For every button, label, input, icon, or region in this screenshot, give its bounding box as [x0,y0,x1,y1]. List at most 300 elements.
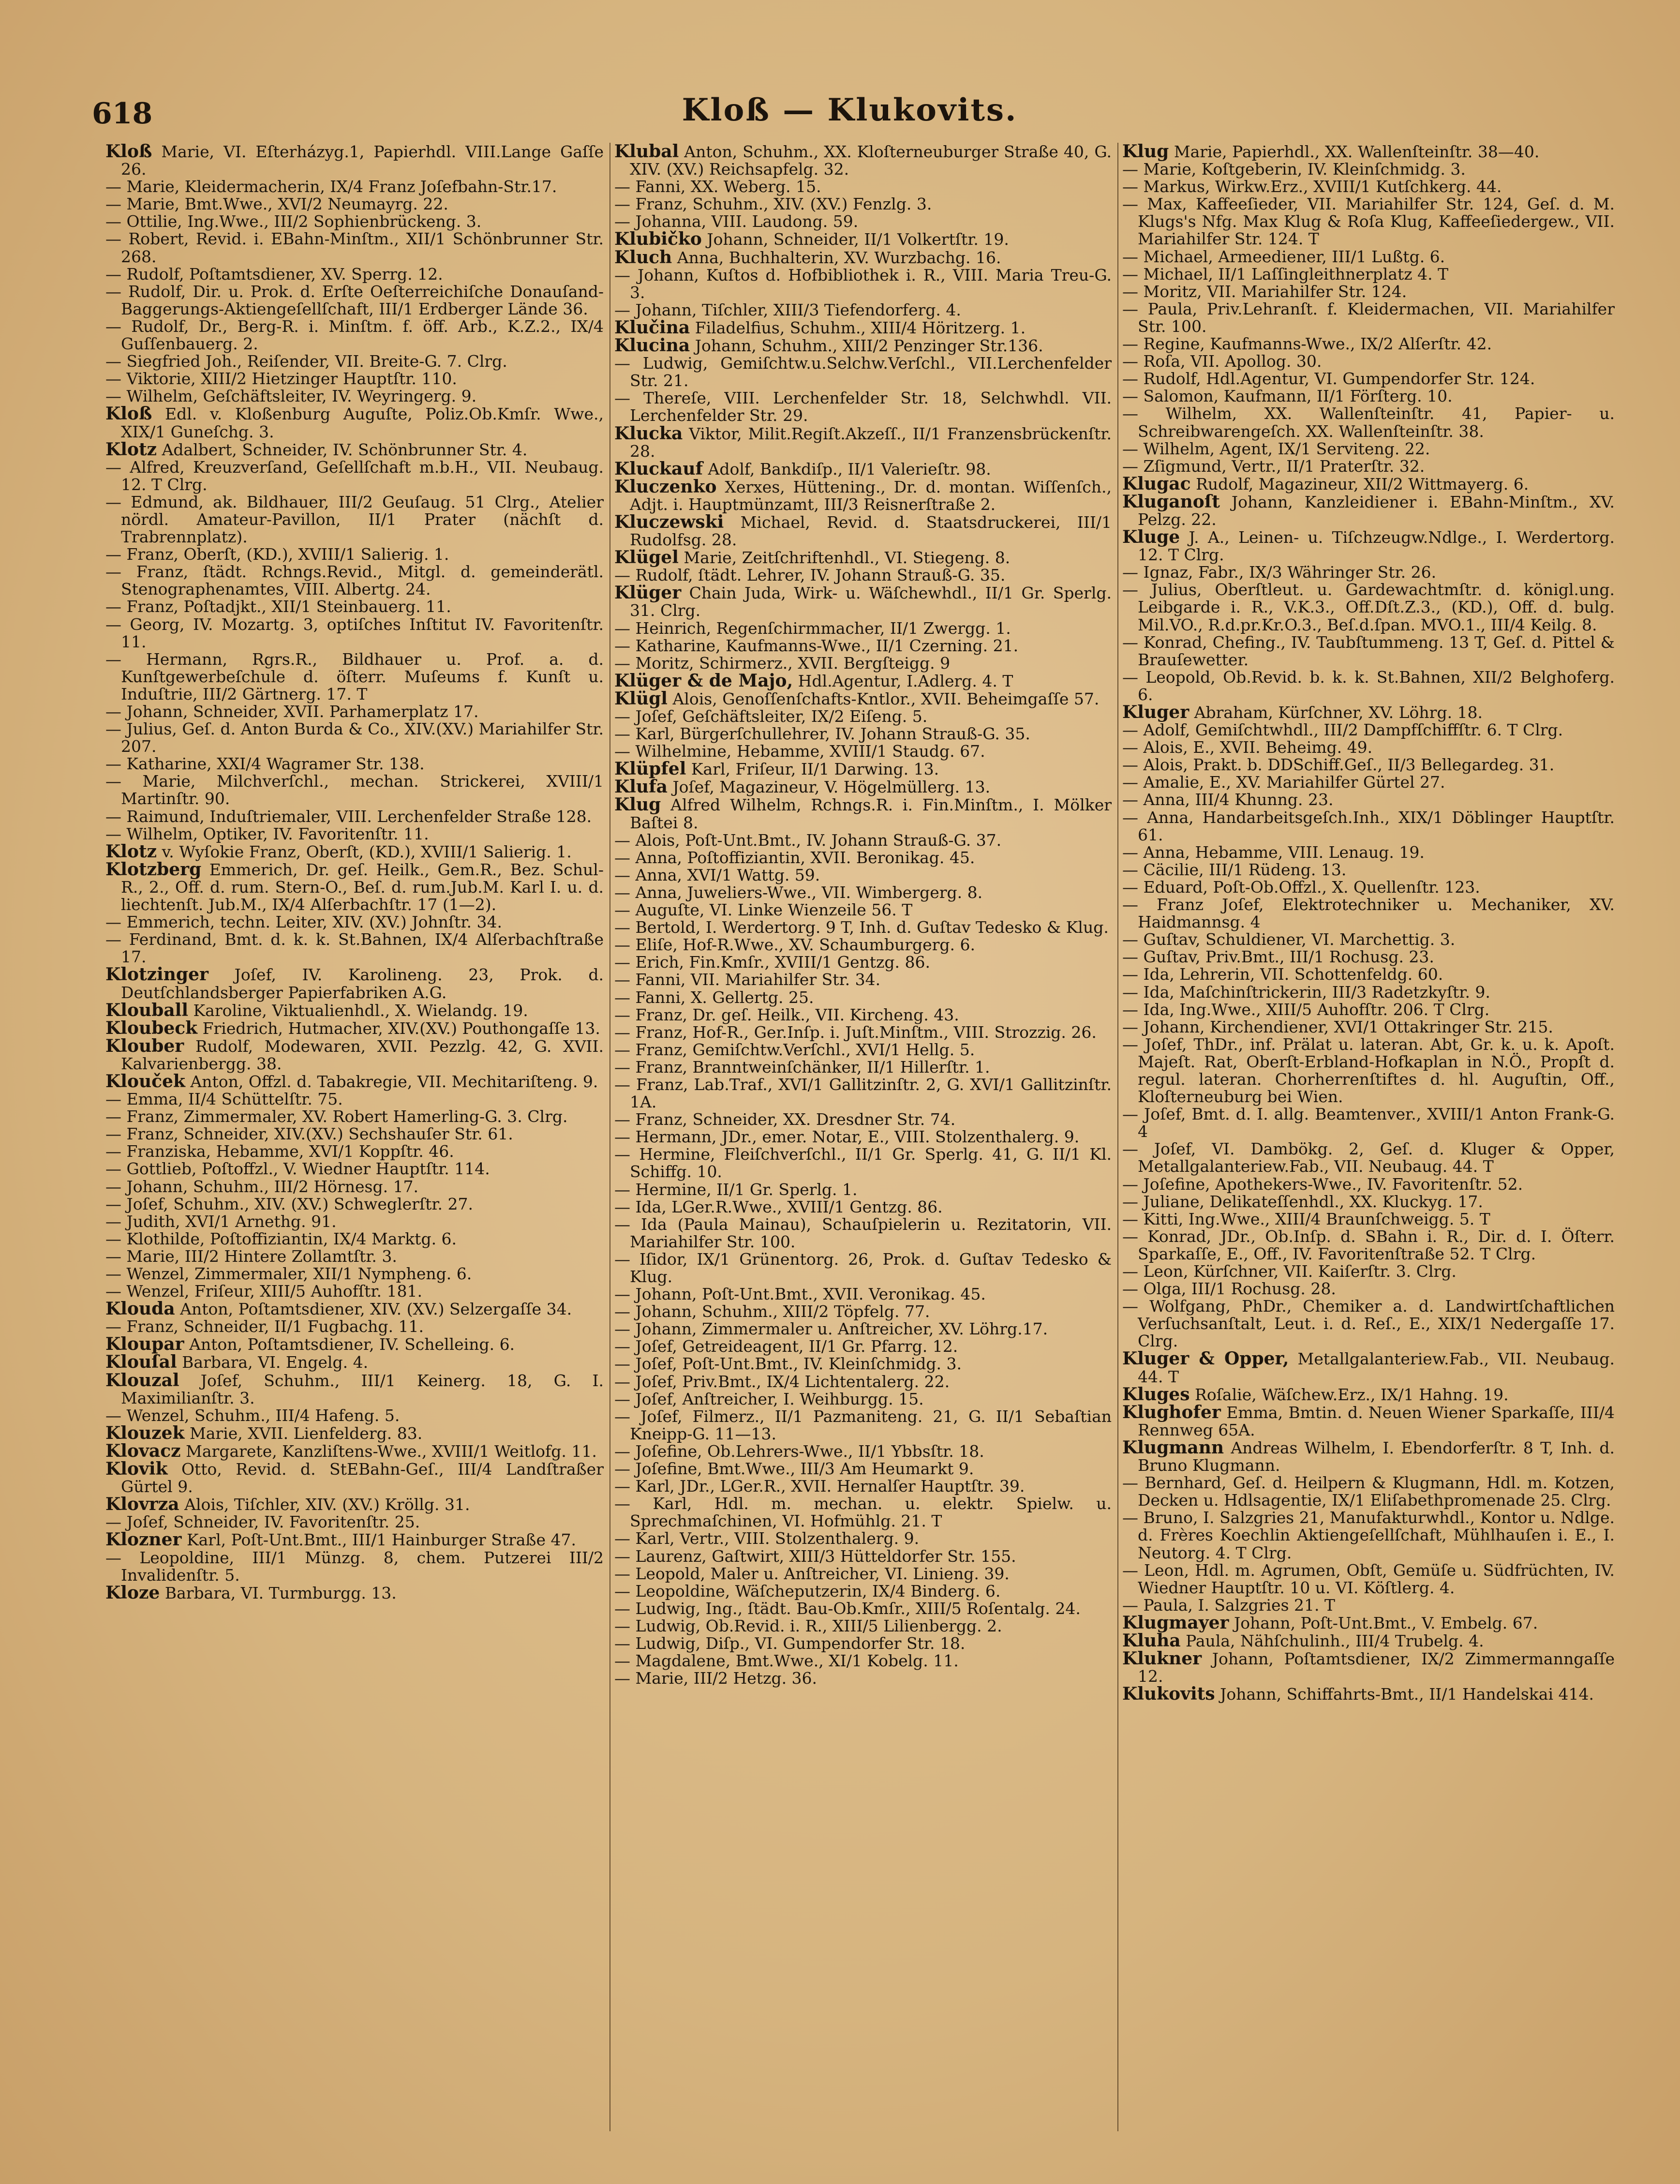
entry-details: — Joſef, VI. Dambökg. 2, Geſ. d. Kluger & Opper, Metallgalanteriew.Fab., VII. Neubaug. 44. T [1122,1139,1615,1176]
directory-entry [1122,1018,1615,1036]
directory-entry [105,178,604,195]
entry-details: — Joſef, Priv.Bmt., IX/4 Lichtentalerg. 22. [614,1372,950,1391]
directory-entry [105,1460,604,1496]
directory-entry [614,1320,1112,1338]
directory-entry [614,637,1112,655]
directory-entry [1122,1228,1615,1263]
directory-entry [614,760,1112,778]
entry-surname: Klufa [614,777,668,797]
directory-entry [614,971,1112,988]
entry-details: — Wilhelm, XX. Wallenſteinſtr. 41, Papier- u. Schreibwarengeſch. XX. Wallenſteinſtr. 38. [1122,404,1615,441]
entry-details: — Johann, Poſt-Unt.Bmt., XVII. Veronikag. 45. [614,1285,986,1304]
entry-details: — Anna, Handarbeitsgeſch.Inh., XIX/1 Döblinger Hauptſtr. 61. [1122,808,1615,844]
directory-entry [105,1442,604,1460]
entry-details: — Rudolf, Hdl.Agentur, VI. Gumpendorfer Str. 124. [1122,369,1535,389]
entry-details: — Anna, Poſtoffiziantin, XVII. Beronikag. 45. [614,848,975,867]
entry-details: — Amalie, E., XV. Mariahilfer Gürtel 27. [1122,773,1445,792]
directory-entry [614,1198,1112,1216]
directory-entry [614,1024,1112,1041]
entry-surname: Klouda [105,1299,175,1319]
directory-entry [1122,440,1615,458]
directory-entry [1122,879,1615,896]
entry-details: — Franz, Branntweinſchänker, II/1 Hillerſtr. 1. [614,1057,990,1077]
entry-details: — Siegfried Joh., Reiſender, VII. Breite-G. 7. Clrg. [105,352,507,371]
directory-entry [1122,581,1615,633]
directory-entry [614,178,1112,195]
entry-surname: Klughofer [1122,1402,1221,1422]
directory-entry [614,195,1112,213]
entry-details: — Fanni, XX. Weberg. 15. [614,177,821,196]
entry-details: — Karl, Bürgerſchullehrer, IV. Johann Strauß-G. 35. [614,724,1030,744]
directory-entry [614,249,1112,267]
entry-details: Emma, Bmtin. d. Neuen Wiener Sparkaſſe, III/4 Rennweg 65A. [1138,1403,1615,1439]
entry-surname: Kloß [105,404,152,424]
entry-details: — Johann, Kuſtos d. Hofbibliothek i. R., VIII. Maria Treu-G. 3. [614,265,1112,302]
entry-details: — Ludwig, Ing., ſtädt. Bau-Ob.Kmſr., XIII/5 Roſentalg. 24. [614,1599,1081,1618]
directory-entry [614,567,1112,584]
directory-entry [105,370,604,388]
directory-entry [105,1125,604,1143]
entry-details: — Joſefine, Ob.Lehrers-Wwe., II/1 Ybbsſtr. 18. [614,1441,984,1461]
entry-details: Anton, Poſtamtsdiener, XIV. (XV.) Selzergaſſe 34. [180,1300,572,1319]
directory-entry [105,230,604,265]
directory-entry [105,1248,604,1265]
entry-surname: Klukovits [1122,1684,1215,1705]
entry-surname: Kloze [105,1582,160,1603]
directory-entry [105,1424,604,1442]
directory-entry [1122,896,1615,931]
entry-details: — Ludwig, Gemiſchtw.u.Selchw.Verſchl., VII.Lerchenfelder Str. 21. [614,354,1112,390]
entry-details: — Thereſe, VIII. Lerchenfelder Str. 18, Selchwhdl. VII. Lerchenfelder Str. 29. [614,389,1112,425]
directory-entry [614,655,1112,672]
entry-details: — Leon, Kürſchner, VII. Kaiſerſtr. 3. Clrg. [1122,1262,1457,1281]
directory-entry [614,1408,1112,1443]
entry-details: — Michael, II/1 Laſſingleithnerplatz 4. T [1122,264,1449,284]
directory-entry [1122,1298,1615,1350]
directory-entry [614,1495,1112,1530]
entry-surname: Klotzinger [105,964,208,985]
entry-details: — Raimund, Induſtriemaler, VIII. Lerchenfelder Straße 128. [105,807,592,826]
entry-details: — Franziska, Hebamme, XVI/1 Koppſtr. 46. [105,1142,454,1161]
entry-details: — Max, Kaffeeſieder, VII. Mariahilfer Str. 124, Geſ. d. M. Klugs's Nfg. Max Klug & Roſa Klug, Kaffeeſiedergew., VII. Mariahilfer Str. 124. T [1122,194,1615,249]
entry-details: J. A., Leinen- u. Tiſchzeugw.Ndlge., I. Werdertorg. 12. T Clrg. [1138,528,1615,565]
entry-details: — Wenzel, Friſeur, XIII/5 Auhofſtr. 181. [105,1282,423,1301]
entry-details: — Marie, Koſtgeberin, IV. Kleinſchmidg. 3. [1122,160,1466,179]
directory-entry [1122,721,1615,739]
directory-entry [614,549,1112,567]
entry-details: — Katharine, XXI/4 Wagramer Str. 138. [105,754,425,774]
entry-details: — Franz, Dr. geſ. Heilk., VII. Kircheng. 43. [614,1005,959,1024]
directory-entry [105,1002,604,1019]
entry-details: Rudolf, Modewaren, XVII. Pezzlg. 42, G. XVII. Kalvarienbergg. 38. [121,1036,604,1073]
entry-details: Margarete, Kanzliſtens-Wwe., XVIII/1 Weitlofg. 11. [186,1441,597,1461]
entry-details: — Joſef, Getreideagent, II/1 Gr. Pfarrg. 12. [614,1337,958,1356]
directory-entry [105,1496,604,1513]
entry-details: — Joſef, Schuhm., XIV. (XV.) Schweglerſtr. 27. [105,1194,473,1213]
directory-entry [614,1303,1112,1320]
entry-details: — Joſef, ThDr., inf. Prälat u. lateran. Abt, Gr. k. u. k. Apoſt. Majeſt. Rat, Oberſt-Erbland-Hofkaplan in N.Ö., Propſt d. regul. lateran. Chorherrenſtiftes d. hl. Auguſtin, Off., Kloſterneuburg bei Wien. [1122,1034,1615,1107]
directory-entry [1122,1386,1615,1404]
directory-entry [1122,564,1615,581]
page-header [92,82,1607,135]
directory-entry [105,213,604,230]
directory-entry [614,230,1112,248]
entry-details: — Wilhelm, Optiker, IV. Favoritenſtr. 11. [105,824,429,843]
entry-details: v. Wyſokie Franz, Oberſt, (KD.), XVIII/1 Salierig. 1. [162,842,572,861]
entry-details: — Zſigmund, Vertr., II/1 Praterſtr. 32. [1122,456,1425,476]
entry-details: — Robert, Revid. i. EBahn-Minſtm., XII/1 Schönbrunner Str. 268. [105,229,604,266]
entry-details: — Franz, Hof-R., Ger.Inſp. i. Juſt.Minſtm., VIII. Strozzig. 26. [614,1022,1097,1042]
directory-entry [1122,475,1615,493]
entry-surname: Klouber [105,1035,184,1056]
entry-surname: Klovrza [105,1494,179,1515]
entry-details: — Hermine, Fleiſchverſchl., II/1 Gr. Sperlg. 41, G. II/1 Kl. Schiffg. 10. [614,1145,1112,1182]
entry-details: — Adolf, Gemiſchtwhdl., III/2 Dampfſchiffſtr. 6. T Clrg. [1122,720,1563,740]
entry-surname: Klouzal [105,1370,179,1391]
directory-entry [1122,1193,1615,1211]
entry-details: — Ludwig, Ob.Revid. i. R., XIII/5 Lilienbergg. 2. [614,1616,1002,1635]
directory-entry [1122,458,1615,475]
directory-entry [1122,388,1615,405]
directory-entry [1122,283,1615,300]
entry-details: Filadelfius, Schuhm., XIII/4 Höritzerg. 1. [695,318,1026,337]
entry-details: — Roſa, VII. Apollog. 30. [1122,352,1322,371]
directory-entry [614,1076,1112,1111]
directory-entry [105,1108,604,1125]
directory-entry [105,843,604,861]
entry-details: Alois, Genoſſenſchafts-Kntlor., XVII. Beheimgaſſe 57. [672,689,1100,708]
entry-details: — Olga, III/1 Rochusg. 28. [1122,1279,1336,1299]
entry-details: Alois, Tiſchler, XIV. (XV.) Kröllg. 31. [184,1495,470,1514]
directory-entry [1122,1509,1615,1561]
running-title: Kloß — Klukovits. [682,92,1018,128]
directory-entry [1122,370,1615,388]
directory-entry [105,441,604,459]
directory-entry [1122,1106,1615,1140]
entry-details: Karoline, Viktualienhdl., X. Wielandg. 19. [193,1001,528,1020]
entry-details: — Franz, Schneider, XX. Dresdner Str. 74. [614,1110,956,1129]
entry-surname: Klotzberg [105,859,202,880]
directory-entry [614,478,1112,513]
entry-surname: Klucka [614,423,683,444]
entry-details: — Johann, Schuhm., III/2 Hörnesg. 17. [105,1177,419,1196]
directory-entry [1122,756,1615,774]
directory-entry [105,1073,604,1091]
entry-details: Joſef, Magazineur, V. Högelmüllerg. 13. [672,778,991,797]
entry-details: Andreas Wilhelm, I. Ebendorferſtr. 8 T, Inh. d. Bruno Klugmann. [1138,1438,1615,1475]
column-right [1117,143,1621,2131]
directory-entry [105,1037,604,1073]
directory-entry [1122,984,1615,1001]
entry-details: — Kitti, Ing.Wwe., XIII/4 Braunſchweigg. 5. T [1122,1209,1490,1228]
directory-entry [1122,1350,1615,1385]
entry-details: — Ida (Paula Mainau), Schauſpielerin u. Rezitatorin, VII. Mariahilfer Str. 100. [614,1214,1112,1251]
directory-entry [1122,528,1615,564]
entry-details: — Ottilie, Ing.Wwe., III/2 Sophienbrückeng. 3. [105,212,482,231]
directory-entry [614,213,1112,230]
directory-entry [105,1265,604,1283]
directory-entry [1122,405,1615,440]
entry-surname: Klüpfel [614,759,686,779]
entry-details: Roſalie, Wäſchew.Erz., IX/1 Hahng. 19. [1194,1385,1509,1404]
directory-entry [614,1251,1112,1286]
directory-entry [1122,1404,1615,1439]
directory-entry [1122,1632,1615,1650]
entry-details: — Marie, III/2 Hintere Zollamtſtr. 3. [105,1246,397,1266]
directory-entry [1122,335,1615,353]
entry-surname: Kluha [1122,1630,1181,1651]
directory-entry [1122,1001,1615,1018]
directory-entry [614,954,1112,971]
entry-details: Anton, Schuhm., XX. Kloſterneuburger Straße 40, G. XIV. (XV.) Reichsapfelg. 32. [630,143,1112,179]
directory-entry [614,1128,1112,1146]
directory-entry [105,388,604,405]
directory-entry [614,1216,1112,1251]
directory-entry [1122,1597,1615,1614]
entry-details: Adalbert, Schneider, IV. Schönbrunner Str. 4. [162,440,528,459]
directory-entry [105,353,604,370]
entry-details: — Hermann, JDr., emer. Notar, E., VIII. Stolzenthalerg. 9. [614,1127,1080,1147]
entry-details: Joſef, IV. Karolineng. 23, Prok. d. Deutſchlandsberger Papierfabriken A.G. [121,965,604,1002]
entry-details: — Hermann, Rgrs.R., Bildhauer u. Prof. a. d. Kunſtgewerbeſchule d. öſterr. Muſeums f. Kunſt u. Induſtrie, III/2 Gärtnerg. 17. T [105,649,604,703]
entry-details: — Iſidor, IX/1 Grünentorg. 26, Prok. d. Guſtav Tedesko & Klug. [614,1249,1112,1286]
page-number: 618 [92,97,153,131]
entry-surname: Kluganoſt [1122,491,1220,512]
column-middle [610,143,1117,2131]
entry-surname: Klotz [105,439,157,460]
entry-details: — Johann, Tiſchler, XIII/3 Tiefendorferg. 4. [614,300,961,319]
entry-details: — Emmerich, techn. Leiter, XIV. (XV.) Johnſtr. 34. [105,912,502,932]
entry-details: Johann, Poſtamtsdiener, IX/2 Zimmermanngaſſe 12. [1138,1649,1615,1686]
entry-surname: Kluch [614,247,672,268]
directory-entry [105,913,604,931]
directory-entry [614,919,1112,936]
directory-entry [1122,1439,1615,1474]
directory-entry [105,405,604,440]
directory-entry [1122,1176,1615,1193]
entry-details: — Julius, Geſ. d. Anton Burda & Co., XIV.(XV.) Mariahilfer Str. 207. [105,719,604,756]
entry-details: — Wenzel, Schuhm., III/4 Hafeng. 5. [105,1406,400,1425]
directory-entry [105,1549,604,1584]
entry-details: — Leopoldine, Wäſcheputzerin, IX/4 Binderg. 6. [614,1581,1001,1601]
directory-entry [1122,634,1615,669]
directory-entry [614,1373,1112,1391]
directory-entry [105,1143,604,1160]
directory-entry [614,1355,1112,1373]
entry-details: — Joſefine, Bmt.Wwe., III/3 Am Heumarkt 9. [614,1459,974,1479]
directory-entry [105,1178,604,1196]
directory-entry [1122,1562,1615,1597]
entry-details: Emmerich, Dr. geſ. Heilk., Gem.R., Bez. Schul-R., 2., Off. d. rum. Stern-O., Beſ. d. rum.Jub.M. Karl I. u. d. liechtenſt. Jub.M., IX/4 Alſerbachſtr. 17 (1—2). [121,860,604,914]
entry-details: — Alois, Poſt-Unt.Bmt., IV. Johann Strauß-G. 37. [614,830,1002,850]
directory-entry [614,1600,1112,1617]
directory-entry [614,1111,1112,1128]
entry-details: — Julius, Oberſtleut. u. Gardewachtmſtr. d. königl.ung. Leibgarde i. R., V.K.3., Off.Dſt.Z.3., (KD.), Off. d. bulg. Mil.VO., R.d.pr.Kr.O.3., Beſ.d.ſpan. MVO.1., III/4 Keilg. 8. [1122,580,1615,634]
entry-details: — Ida, Lehrerin, VII. Schottenfeldg. 60. [1122,965,1443,984]
entry-details: Abraham, Kürſchner, XV. Löhrg. 18. [1194,703,1483,722]
entry-surname: Klovik [105,1459,168,1480]
entry-details: — Ida, Ing.Wwe., XIII/5 Auhofſtr. 206. T Clrg. [1122,1000,1490,1019]
directory-entry [1122,1614,1615,1632]
entry-details: — Michael, Armeediener, III/1 Lußtg. 6. [1122,247,1445,266]
entry-surname: Kluger & Opper, [1122,1348,1289,1369]
directory-entry [105,1318,604,1335]
directory-entry [105,318,604,353]
entry-details: — Anna, III/4 Khunng. 23. [1122,790,1334,809]
entry-surname: Kloß [105,143,152,162]
directory-entry [1122,266,1615,283]
directory-entry [614,1391,1112,1408]
entry-details: Paula, Nähſchulinh., III/4 Trubelg. 4. [1186,1631,1484,1650]
directory-entry [614,1652,1112,1670]
directory-entry [105,931,604,966]
entry-surname: Klucina [614,335,690,356]
entry-details: — Leopoldine, III/1 Münzg. 8, chem. Putzerei III/2 Invalidenſtr. 5. [105,1548,604,1585]
entry-details: — Laurenz, Gaſtwirt, XIII/3 Hütteldorfer Str. 155. [614,1546,1016,1566]
entry-surname: Klovacz [105,1440,181,1461]
directory-entry [105,1335,604,1353]
directory-entry [1122,948,1615,966]
entry-details: — Ida, Maſchinſtrickerin, III/3 Radetzkyſtr. 9. [1122,982,1490,1002]
directory-entry [105,283,604,318]
directory-entry [614,936,1112,954]
directory-entry [105,598,604,615]
entry-surname: Klouſal [105,1352,177,1373]
entry-details: — Joſefine, Apothekers-Wwe., IV. Favoritenſtr. 52. [1122,1174,1523,1194]
directory-entry [1122,1650,1615,1685]
entry-surname: Klüger & de Majo, [614,670,793,691]
directory-entry [614,849,1112,867]
directory-entry [614,319,1112,337]
entry-details: — Emma, II/4 Schüttelſtr. 75. [105,1090,343,1109]
entry-details: — Erich, Fin.Kmſr., XVIII/1 Gentzg. 86. [614,953,931,972]
directory-entry [105,1531,604,1549]
entry-surname: Kloubeck [105,1017,198,1038]
directory-entry [105,1584,604,1602]
directory-entry [1122,300,1615,335]
directory-entry [105,546,604,563]
entry-details: Anna, Buchhalterin, XV. Wurzbachg. 16. [677,248,1001,267]
entry-details: — Ludwig, Diſp., VI. Gumpendorfer Str. 18. [614,1633,966,1653]
directory-entry [1122,703,1615,721]
directory-entry [105,966,604,1001]
entry-details: — Fanni, VII. Mariahilfer Str. 34. [614,970,881,989]
entry-surname: Kluckauf [614,458,703,479]
directory-entry [614,867,1112,884]
directory-entry [614,1338,1112,1355]
directory-entry [614,1565,1112,1583]
directory-entry [1122,1140,1615,1175]
directory-entry [105,563,604,598]
entry-details: — Bernhard, Geſ. d. Heilpern & Klugmann, Hdl. m. Kotzen, Decken u. Hdlsagentie, IX/1 Eliſabethpromenade 25. Clrg. [1122,1473,1615,1510]
entry-surname: Kluger [1122,702,1189,722]
entry-surname: Klügel [614,547,679,568]
entry-details: Viktor, Milit.Regiſt.Akzeſſ., II/1 Franzensbrückenſtr. 28. [630,424,1112,461]
entry-details: — Franz Joſef, Elektrotechniker u. Mechaniker, XV. Haidmannsg. 4 [1122,895,1615,932]
entry-details: — Marie, Kleidermacherin, IX/4 Franz Joſefbahn-Str.17. [105,177,557,196]
directory-entry [105,825,604,843]
entry-details: — Gottlieb, Poſtoffzl., V. Wiedner Hauptſtr. 114. [105,1159,490,1179]
entry-details: — Georg, IV. Mozartg. 3, optiſches Inſtitut IV. Favoritenſtr. 11. [105,614,604,651]
entry-details: — Moritz, Schirmerz., XVII. Bergſteigg. 9 [614,653,951,673]
entry-details: — Franz, Schuhm., XIV. (XV.) Fenzlg. 3. [614,194,932,214]
directory-entry [614,1548,1112,1565]
entry-surname: Klugmayer [1122,1612,1229,1633]
entry-details: — Franz, Schneider, XIV.(XV.) Sechshauſer Str. 61. [105,1124,513,1144]
entry-details: — Paula, Priv.Lehranſt. f. Kleidermachen, VII. Mariahilfer Str. 100. [1122,299,1615,336]
directory-entry [105,1091,604,1108]
directory-entry [614,1443,1112,1460]
directory-entry [614,901,1112,919]
entry-details: — Katharine, Kaufmanns-Wwe., II/1 Czerning. 21. [614,636,1019,655]
entry-details: — Cäcilie, III/1 Rüdeng. 13. [1122,860,1347,879]
directory-entry [614,1530,1112,1547]
directory-entry [614,620,1112,637]
directory-entry [614,355,1112,389]
entry-details: — Klothilde, Poſtoffiziantin, IX/4 Marktg. 6. [105,1229,457,1248]
entry-details: — Joſef, Filmerz., II/1 Pazmaniteng. 21, G. II/1 Sebaſtian Kneipp-G. 11—13. [614,1406,1112,1443]
directory-entry [105,1353,604,1371]
directory-entry [105,703,604,720]
directory-entry [1122,861,1615,879]
entry-details: — Ignaz, Fabr., IX/3 Währinger Str. 26. [1122,563,1437,582]
directory-entry [614,778,1112,796]
entry-surname: Kluczewski [614,511,724,532]
directory-entry [614,425,1112,460]
directory-entry [105,808,604,825]
entry-details: — Leon, Hdl. m. Agrumen, Obſt, Gemüſe u. Südfrüchten, IV. Wiedner Hauptſtr. 10 u. VI. Köſtlerg. 4. [1122,1560,1615,1597]
entry-details: — Wilhelmine, Hebamme, XVIII/1 Staudg. 67. [614,742,985,761]
directory-entry [1122,966,1615,983]
directory-entry [1122,1263,1615,1280]
directory-entry [1122,178,1615,195]
directory-entry [105,1407,604,1424]
entry-details: — Rudolf, Dr., Berg-R. i. Minſtm. f. öff. Arb., K.Z.2., IX/4 Guſſenbauerg. 2. [105,316,604,354]
entry-details: Hdl.Agentur, I.Adlerg. 4. T [798,671,1013,690]
column-left [102,143,610,2131]
entry-details: — Leopold, Ob.Revid. b. k. k. St.Bahnen, XII/2 Belghoferg. 6. [1122,667,1615,704]
entry-details: — Viktorie, XIII/2 Hietzinger Hauptſtr. 110. [105,369,457,389]
entry-details: — Bruno, I. Salzgries 21, Manufakturwhdl., Kontor u. Ndlge. d. Frères Koechlin Aktiengeſellſchaft, Mühlhauſen i. E., I. Neutorg. 4. T Clrg. [1122,1508,1615,1562]
directory-entry [105,1160,604,1178]
entry-details: — Wilhelm, Agent, IX/1 Serviteng. 22. [1122,439,1430,458]
entry-details: — Moritz, VII. Mariahilfer Str. 124. [1122,282,1407,301]
entry-details: Metallgalanteriew.Fab., VII. Neubaug. 44. T [1138,1349,1615,1386]
directory-entry [1122,1036,1615,1106]
entry-details: — Markus, Wirkw.Erz., XVIII/1 Kutſchkerg. 44. [1122,177,1502,196]
directory-entry [105,1230,604,1248]
entry-details: — Karl, Vertr., VIII. Stolzenthalerg. 9. [614,1529,920,1548]
entry-details: — Wilhelm, Geſchäftsleiter, IV. Weyringerg. 9. [105,387,477,406]
directory-entry [105,1372,604,1407]
entry-details: — Anna, XVI/1 Wattg. 59. [614,865,820,884]
entry-details: — Konrad, Chefing., IV. Taubſtummeng. 13 T, Geſ. d. Pittel & Brauſewetter. [1122,632,1615,669]
directory-entry [105,266,604,283]
entry-details: Marie, VI. Eſterházyg.1, Papierhdl. VIII.Lange Gaſſe 26. [121,143,604,179]
entry-details: — Johann, Schneider, XVII. Parhamerplatz 17. [105,702,479,721]
entry-surname: Klouzek [105,1422,185,1443]
entry-details: — Rudolf, Poſtamtsdiener, XV. Sperrg. 12. [105,264,443,284]
entry-surname: Klugac [1122,473,1191,494]
directory-entry [614,267,1112,301]
entry-details: — Franz, Schneider, II/1 Fugbachg. 11. [105,1317,424,1336]
entry-details: — Fanni, X. Gellertg. 25. [614,987,814,1007]
entry-details: Xerxes, Hüttening., Dr. d. montan. Wiſſenſch., Adjt. i. Hauptmünzamt, III/3 Reisnerſtraße 2. [630,477,1112,514]
directory-entry [1122,195,1615,248]
entry-details: — Joſef, Schneider, IV. Favoritenſtr. 25. [105,1512,420,1532]
entry-details: — Marie, Bmt.Wwe., XVI/2 Neumayrg. 22. [105,194,448,214]
entry-details: Anton, Offzl. d. Tabakregie, VII. Mechitariſteng. 9. [190,1072,598,1091]
